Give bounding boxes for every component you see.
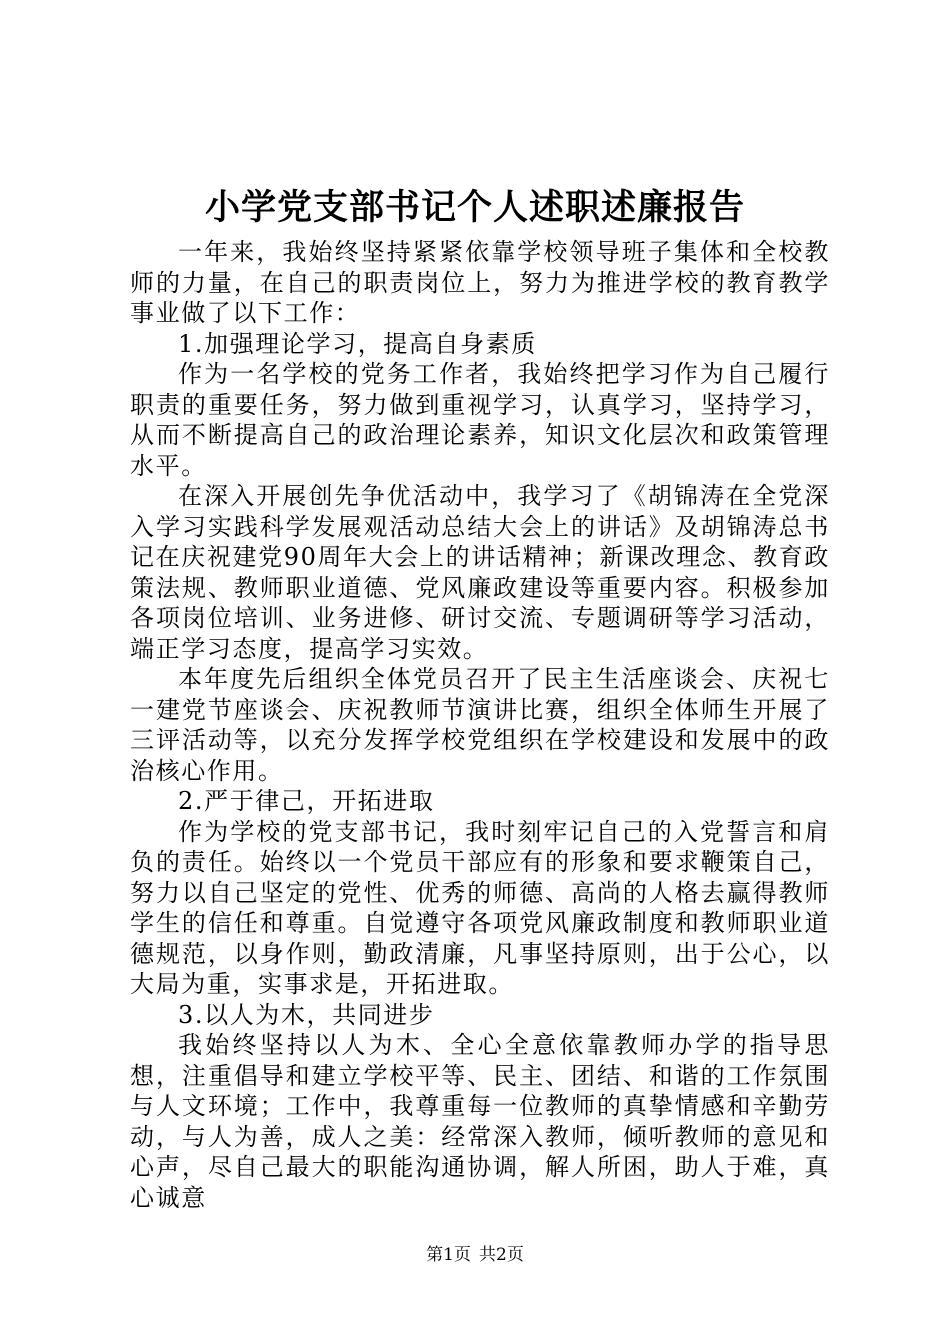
intro-paragraph: 一年来，我始终坚持紧紧依靠学校领导班子集体和全校教师的力量，在自己的职责岗位上，努力为推进学校的教育教学事业做了以下工作：: [130, 238, 830, 327]
page-number: 第1页: [426, 1245, 471, 1265]
section1-paragraph-3: 本年度先后组织全体党员召开了民主生活座谈会、庆祝七一建党节座谈会、庆祝教师节演讲比赛，组织全体师生开展了三评活动等，以充分发挥学校党组织在学校建设和发展中的政治核心作用。: [130, 665, 830, 785]
page-footer: [0, 1244, 950, 1266]
section3-paragraph-1: 我始终坚持以人为木、全心全意依靠教师办学的指导思想，注重倡导和建立学校平等、民主、团结、和谐的工作氛围与人文环境；工作中，我尊重每一位教师的真挚情感和辛勤劳动，与人为善，成人之美：经常深入教师，倾听教师的意见和心声，尽自己最大的职能沟通协调，解人所困，助人于难，真心诚意: [130, 1031, 830, 1212]
document-body: [130, 237, 830, 1213]
section-heading-2: 2.严于律己，开拓进取: [178, 787, 435, 815]
section1-paragraph-1: 作为一名学校的党务工作者，我始终把学习作为自己履行职责的重要任务，努力做到重视学习，认真学习，坚持学习，从而不断提高自己的政治理论素养，知识文化层次和政策管理水平。: [130, 360, 830, 480]
section2-paragraph-1: 作为学校的党支部书记，我时刻牢记自己的入党誓言和肩负的责任。始终以一个党员干部应有的形象和要求鞭策自己，努力以自己坚定的党性、优秀的师德、高尚的人格去赢得教师学生的信任和尊重。自觉遵守各项党风廉政制度和教师职业道德规范，以身作则，勤政清廉，凡事坚持原则，出于公心，以大局为重，实事求是，开拓进取。: [130, 817, 830, 998]
document-title: 小学党支部书记个人述职述廉报告: [204, 187, 745, 228]
section-heading-1: 1.加强理论学习，提高自身素质: [178, 329, 537, 358]
page-total: 共2页: [479, 1245, 524, 1265]
section1-paragraph-2: 在深入开展创先争优活动中，我学习了《胡锦涛在全党深入学习实践科学发展观活动总结大会上的讲话》及胡锦涛总书记在庆祝建党90周年大会上的讲话精神；新课改理念、教育政策法规、教师职业道德、党风廉政建设等重要内容。积极参加各项岗位培训、业务进修、研讨交流、专题调研等学习活动，端正学习态度，提高学习实效。: [130, 482, 830, 663]
section-heading-3: 3.以人为木，共同进步: [178, 1000, 435, 1029]
